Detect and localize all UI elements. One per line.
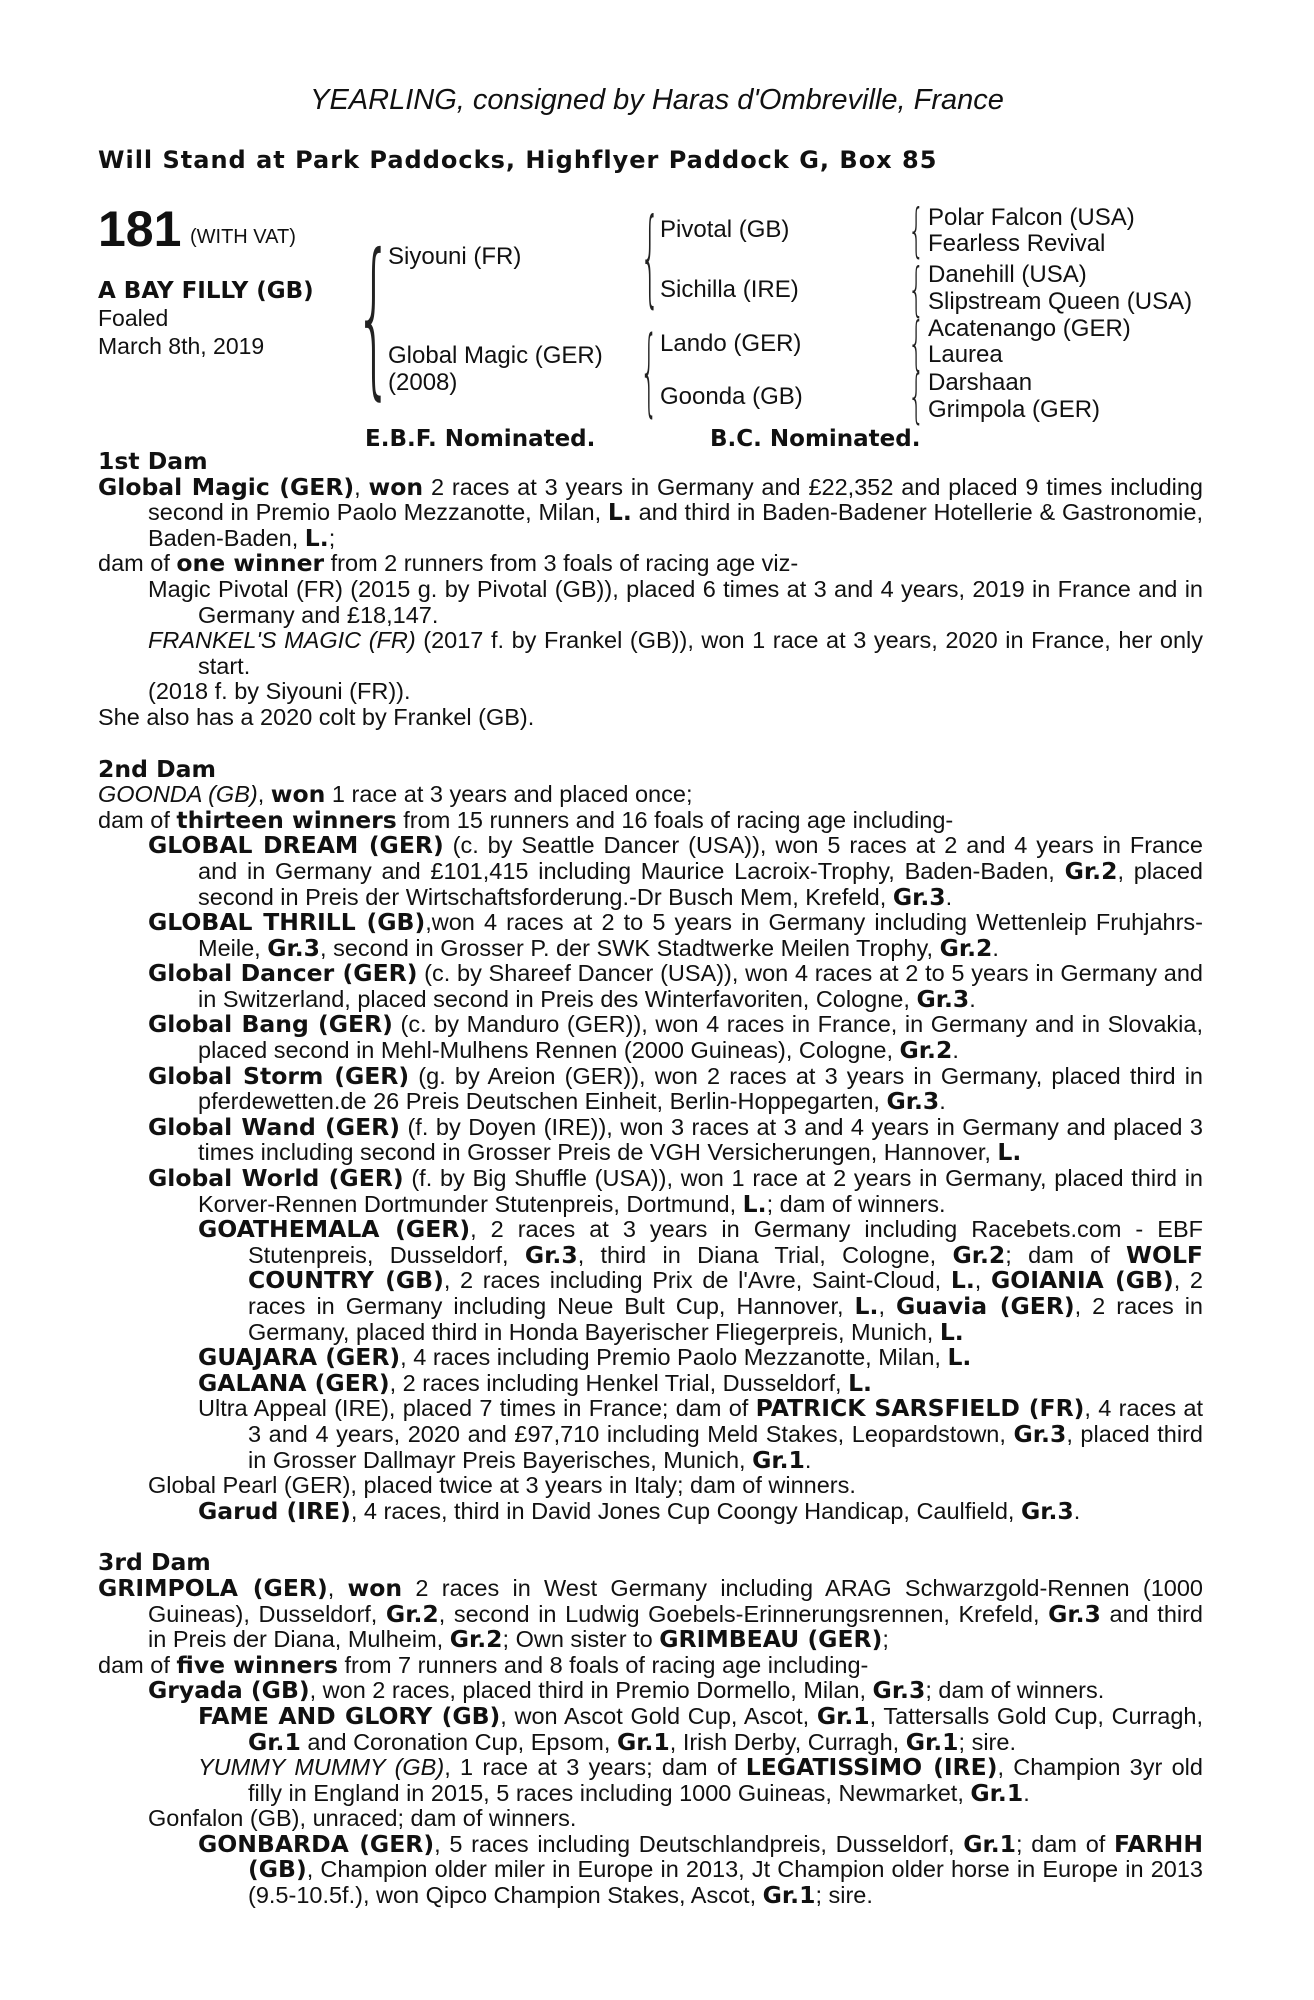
foaled-date: March 8th, 2019 [98, 333, 265, 359]
produce-item: Global Storm (GER) (g. by Areion (GER)), won 2 races at 3 years in Germany, placed third in pferdewetten.de 26 Preis Deutschen Einheit, Berlin-Hoppegarten, Gr.3. [148, 1061, 1203, 1116]
produce-item: Global Wand (GER) (f. by Doyen (IRE)), won 3 races at 3 and 4 years in Germany and placed 3 times including second in Grosser Preis de VGH Versicherungen, Hannover, L. [148, 1112, 1203, 1167]
third-dam-record: GRIMPOLA (GER), won 2 races in West Germany including ARAG Schwarzgold-Rennen (1000 Guineas), Dusseldorf, Gr.2, second in Ludwig Goebels-Erinnerungsrennen, Krefeld, Gr.3 and third in Preis der Diana, Mulheim, Gr.2; Own sister to GRIMBEAU (GER); [98, 1573, 1204, 1654]
pedigree-dsd: Laurea [928, 341, 1003, 368]
grand-produce-item: GUAJARA (GER), 4 races including Premio Paolo Mezzanotte, Milan, L. [198, 1343, 972, 1372]
first-dam-record: Global Magic (GER), won 2 races at 3 years in Germany and £22,352 and placed 9 times including second in Premio Paolo Mezzanotte, Milan, L. and third in Baden-Badener Hotellerie & Gastronomie, Baden-Baden, L.; [98, 472, 1204, 552]
lot-title: A BAY FILLY (GB) [98, 278, 314, 304]
pedigree-dam: Global Magic (GER) [388, 342, 603, 369]
foaled-label: Foaled [98, 305, 169, 331]
pedigree-brace-ss: { [908, 196, 925, 264]
second-dam-record: GOONDA (GB), won 1 race at 3 years and placed once; [98, 780, 693, 809]
pedigree-ddd: Grimpola (GER) [928, 396, 1101, 423]
pedigree-ssd: Fearless Revival [928, 230, 1106, 257]
foaled-info [98, 304, 264, 360]
pedigree-dss: Acatenango (GER) [928, 315, 1131, 342]
produce-item: Gryada (GB), won 2 races, placed third in Premio Dormello, Milan, Gr.3; dam of winners. [148, 1676, 1105, 1705]
pedigree-brace-dam: { [640, 317, 659, 427]
vat-note: (WITH VAT) [190, 226, 296, 248]
pedigree-dam-dam: Goonda (GB) [660, 383, 803, 410]
pedigree-sdd: Slipstream Queen (USA) [928, 288, 1193, 315]
first-dam-won: won [368, 472, 424, 501]
pedigree-dam-year: (2008) [388, 369, 458, 396]
produce-item: Global Bang (GER) (c. by Manduro (GER)), won 4 races in France, in Germany and in Slovakia, placed second in Mehl-Mulhens Rennen (2000 Guineas), Cologne, Gr.2. [148, 1010, 1203, 1065]
produce-item: Gonfalon (GB), unraced; dam of winners. [148, 1805, 577, 1832]
grand-produce-item: Garud (IRE), 4 races, third in David Jones Cup Coongy Handicap, Caulfield, Gr.3. [198, 1496, 1081, 1525]
produce-item: Global World (GER) (f. by Big Shuffle (USA)), won 1 race at 2 years in Germany, placed third in Korver-Rennen Dortmunder Stutenpreis, Dortmund, L.; dam of winners. [148, 1164, 1203, 1218]
pedigree-brace-ds: { [908, 309, 925, 377]
grand-produce-item: YUMMY MUMMY (GB), 1 race at 3 years; dam of LEGATISSIMO (IRE), Champion 3yr old filly in England in 2015, 5 races including 1000 Guineas, Newmarket, Gr.1. [198, 1753, 1203, 1807]
pedigree-dam-sire: Lando (GER) [660, 330, 802, 357]
produce-item: Global Pearl (GER), placed twice at 3 years in Italy; dam of winners. [148, 1472, 856, 1499]
grand-produce-item: FAME AND GLORY (GB), won Ascot Gold Cup, Ascot, Gr.1, Tattersalls Gold Cup, Curragh, Gr.1 and Coronation Cup, Epsom, Gr.1, Irish Derby, Curragh, Gr.1; sire. [198, 1701, 1203, 1756]
second-dam-produce-summary: dam of thirteen winners from 15 runners and 16 foals of racing age including- [98, 805, 954, 834]
stable-location: Will Stand at Park Paddocks, Highflyer Paddock G, Box 85 [98, 146, 938, 174]
grand-produce-item: GONBARDA (GER), 5 races including Deutschlandpreis, Dusseldorf, Gr.1; dam of FARHH (GB), Champion older miler in Europe in 2013, Jt Champion older horse in Europe in 2013 (9.5-10.5f.), won Qipco Champion Stakes, Ascot, Gr.1; sire. [198, 1829, 1203, 1910]
third-dam-produce-summary: dam of five winners from 7 runners and 8 foals of racing age including- [98, 1650, 869, 1679]
pedigree-brace-dd: { [908, 362, 925, 430]
pedigree-sire: Siyouni (FR) [388, 243, 522, 270]
lot-number: 181 [98, 201, 182, 257]
third-dam-heading: 3rd Dam [98, 1548, 211, 1577]
first-dam-heading: 1st Dam [98, 447, 208, 475]
grand-produce-item: GOATHEMALA (GER), 2 races at 3 years in Germany including Racebets.com - EBF Stutenpreis, Dusseldorf, Gr.3, third in Diana Trial, Cologne, Gr.2; dam of WOLF COUNTRY (GB), 2 races including Prix de l'Avre, Saint-Cloud, L., GOIANIA (GB), 2 races in Germany including Neue Bult Cup, Hannover, L., Guavia (GER), 2 races in Germany, placed third in Honda Bayerischer Fliegerpreis, Munich, L. [198, 1215, 1203, 1346]
produce-item: GLOBAL DREAM (GER) (c. by Seattle Dancer (USA)), won 5 races at 2 and 4 years in France and in Germany and £101,415 including Maurice Lacroix-Trophy, Baden-Baden, Gr.2, placed second in Preis der Wirtschaftsforderung.-Dr Busch Mem, Krefeld, Gr.3. [148, 831, 1203, 911]
pedigree-sire-sire: Pivotal (GB) [660, 216, 790, 243]
first-dam-name: Global Magic (GER) [98, 472, 355, 501]
pedigree-sds: Danehill (USA) [928, 261, 1087, 288]
produce-item: Magic Pivotal (FR) (2015 g. by Pivotal (GB)), placed 6 times at 3 and 4 years, 2019 in France and in Germany and £18,147. [148, 575, 1203, 628]
produce-record [98, 449, 1203, 1909]
pedigree-sire-dam: Sichilla (IRE) [660, 276, 799, 303]
pedigree-sss: Polar Falcon (USA) [928, 204, 1135, 231]
produce-item: GLOBAL THRILL (GB),won 4 races at 2 to 5 years in Germany including Wettenleip Fruhjahrs-Meile, Gr.3, second in Grosser P. der SWK Stadtwerke Meilen Trophy, Gr.2. [148, 908, 1204, 962]
produce-item: FRANKEL'S MAGIC (FR) (2017 f. by Frankel (GB)), won 1 race at 3 years, 2020 in France, her only start. [148, 627, 1203, 679]
first-dam-also: She also has a 2020 colt by Frankel (GB). [98, 703, 535, 730]
second-dam-heading: 2nd Dam [98, 754, 216, 783]
first-dam-produce-summary: dam of one winner from 2 runners from 3 foals of racing age viz- [98, 549, 799, 578]
produce-item: (2018 f. by Siyouni (FR)). [148, 678, 411, 705]
produce-item: Global Dancer (GER) (c. by Shareef Dancer (USA)), won 4 races at 2 to 5 years in Germany and in Switzerland, placed second in Preis des Winterfavoriten, Cologne, Gr.3. [148, 959, 1203, 1013]
bc-nomination: B.C. Nominated. [710, 426, 921, 452]
ebf-nomination: E.B.F. Nominated. [365, 426, 596, 452]
consignor-line: YEARLING, consigned by Haras d'Ombreville, France [310, 84, 1004, 116]
pedigree-dds: Darshaan [928, 369, 1033, 396]
grand-produce-item: Ultra Appeal (IRE), placed 7 times in France; dam of PATRICK SARSFIELD (FR), 4 races at 3 and 4 years, 2020 and £97,710 including Meld Stakes, Leopardstown, Gr.3, placed third in Grosser Dallmayr Preis Bayerisches, Munich, Gr.1. [198, 1394, 1204, 1474]
grand-produce-item: GALANA (GER), 2 races including Henkel Trial, Dusseldorf, L. [198, 1368, 872, 1397]
pedigree-brace-sire: { [640, 196, 661, 318]
pedigree-brace-sd: { [908, 255, 925, 323]
pedigree-brace-main: { [355, 218, 393, 416]
